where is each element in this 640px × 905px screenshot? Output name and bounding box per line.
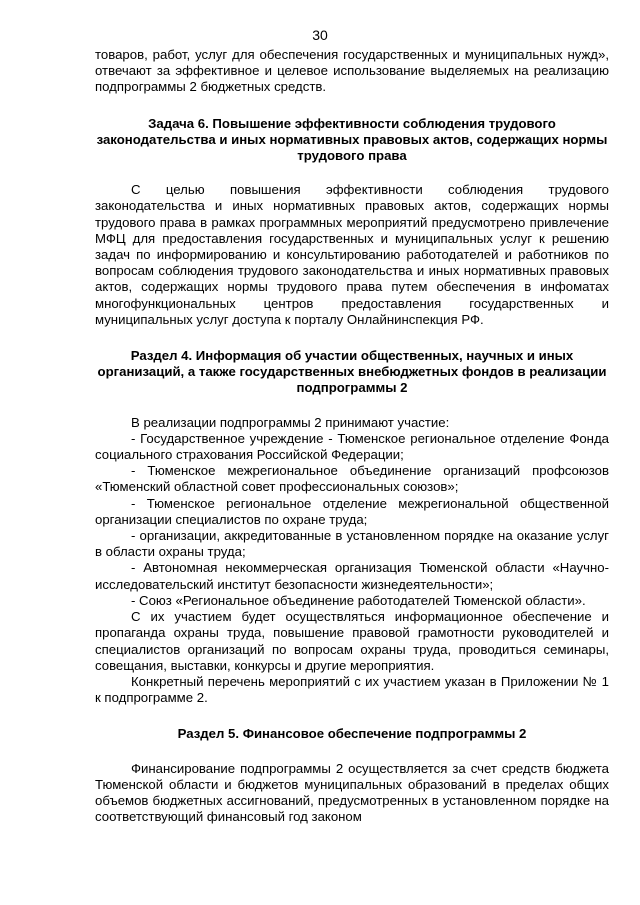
spacer bbox=[95, 328, 609, 348]
section4-lead: В реализации подпрограммы 2 принимают участие: bbox=[131, 414, 450, 430]
section4-heading: Раздел 4. Информация об участии общественных, научных и иных организаций, а также государственных внебюджетных фондов в реализации подпрограммы 2 bbox=[97, 348, 607, 396]
spacer bbox=[95, 743, 609, 761]
section4-item: - Тюменское межрегиональное объединение организаций профсоюзов «Тюменский областной совет профессиональных союзов»; bbox=[95, 463, 609, 495]
section4-item: - Союз «Региональное объединение работодателей Тюменской области». bbox=[131, 592, 586, 608]
intro-paragraph: товаров, работ, услуг для обеспечения государственных и муниципальных нужд», отвечают за эффективное и целевое использование выделяемых на реализацию подпрограммы 2 бюджетных средств. bbox=[95, 47, 609, 95]
section4-item: - организации, аккредитованные в установленном порядке на оказание услуг в области охраны труда; bbox=[95, 528, 609, 560]
page-number: 30 bbox=[312, 27, 328, 43]
task6-heading: Задача 6. Повышение эффективности соблюдения трудового законодательства и иных нормативных правовых актов, содержащих нормы трудового права bbox=[96, 115, 608, 164]
section4-item: - Автономная некоммерческая организация Тюменской области «Научно-исследовательский институт безопасности жизнедеятельности»; bbox=[95, 560, 609, 592]
spacer bbox=[95, 706, 609, 726]
spacer bbox=[95, 96, 609, 116]
section4-item: - Государственное учреждение - Тюменское региональное отделение Фонда социального страхования Российской Федерации; bbox=[95, 430, 609, 463]
section5-paragraph: Финансирование подпрограммы 2 осуществляется за счет средств бюджета Тюменской области и бюджетов муниципальных образований в пределах общих объемов бюджетных ассигнований, предусмотренных в установленном порядке на соответствующий финансовый год законом bbox=[95, 760, 609, 825]
spacer bbox=[95, 164, 609, 182]
section4-item: - Тюменское региональное отделение межрегиональной общественной организации специалистов по охране труда; bbox=[95, 495, 609, 527]
spacer bbox=[95, 397, 609, 415]
task6-paragraph: С целью повышения эффективности соблюдения трудового законодательства и иных нормативных правовых актов, содержащих нормы трудового права в рамках программных мероприятий предусмотрено привлечение МФЦ для предоставления государственных и муниципальных услуг к решению задач по информированию и консультированию работодателей и работников по вопросам соблюдения трудового законодательства и иных нормативных правовых актов, содержащих нормы трудового права путем обеспечения в инфоматах многофункциональных центров предоставления государственных и муниципальных услуг доступа к порталу Онлайнинспекция РФ. bbox=[95, 182, 609, 327]
page-content bbox=[95, 47, 609, 825]
section5-heading: Раздел 5. Финансовое обеспечение подпрограммы 2 bbox=[177, 726, 527, 742]
section4-paragraph-participation: С их участием будет осуществляться информационное обеспечение и пропаганда охраны труда, повышение правовой грамотности руководителей и специалистов организаций по вопросам охраны труда, проводиться семинары, совещания, выставки, конкурсы и другие мероприятия. bbox=[95, 609, 609, 673]
section4-paragraph-appendix: Конкретный перечень мероприятий с их участием указан в Приложении № 1 к подпрограмме 2. bbox=[95, 673, 609, 706]
